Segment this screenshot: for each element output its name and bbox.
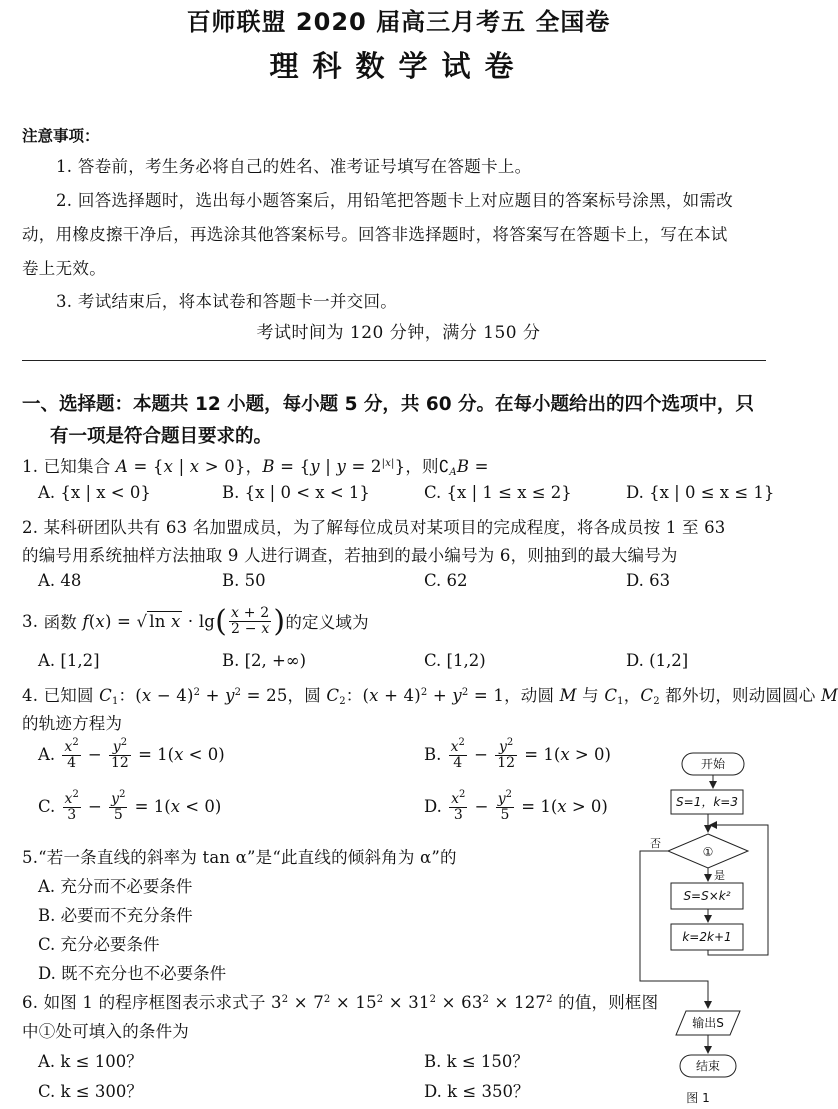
figure-caption: 图 1: [686, 1091, 710, 1105]
flowchart-output-label: 输出S: [692, 1016, 724, 1030]
section-heading-cont: 有一项是符合题目要求的。: [50, 426, 273, 447]
q1-option-d: D. {x | 0 ≤ x ≤ 1}: [626, 483, 775, 502]
q3-option-c: C. [1,2): [424, 651, 486, 670]
section-heading: 一、选择题：本题共 12 小题，每小题 5 分，共 60 分。在每小题给出的四个选项中，只: [22, 394, 755, 415]
q4-option-a: A. $\frac{x^2}{4}$ − $\frac{y^2}{12}$ = 1(x < 0): [38, 737, 225, 771]
notice-item: 1. 答卷前，考生务必将自己的姓名、准考证号填写在答题卡上。: [56, 157, 532, 176]
question-4-stem-cont: 的轨迹方程为: [22, 714, 123, 733]
notice-heading: 注意事项：: [22, 127, 100, 145]
flowchart-step1-label: S=S×k²: [683, 889, 731, 903]
q3-option-b: B. [2, +∞): [222, 651, 307, 670]
q1-option-c: C. {x | 1 ≤ x ≤ 2}: [424, 483, 572, 502]
flowchart-end-label: 结束: [695, 1059, 721, 1073]
q1-option-b: B. {x | 0 < x < 1}: [222, 483, 370, 502]
flowchart-step2-label: k=2k+1: [682, 930, 732, 944]
question-2-stem: 2. 某科研团队共有 63 名加盟成员，为了解每位成员对某项目的完成程度，将各成员按 1 至 63: [22, 518, 726, 537]
q2-option-c: C. 62: [424, 571, 468, 590]
q4-option-b: B. $\frac{x^2}{4}$ − $\frac{y^2}{12}$ = 1(x > 0): [424, 737, 611, 771]
exam-subject-title: 理科数学试卷: [269, 49, 528, 83]
q2-option-b: B. 50: [222, 571, 266, 590]
notice-item: 3. 考试结束后，将本试卷和答题卡一并交回。: [56, 292, 398, 311]
question-6-stem-cont: 中①处可填入的条件为: [22, 1022, 189, 1041]
flowchart-no-label: 否: [650, 837, 661, 850]
exam-time-score: 考试时间为 120 分钟，满分 150 分: [256, 323, 541, 343]
flowchart-yes-label: 是: [714, 869, 725, 882]
q6-option-c: C. k ≤ 300？: [38, 1082, 143, 1101]
q1-option-a: A. {x | x < 0}: [38, 483, 151, 502]
q5-option-c: C. 充分必要条件: [38, 935, 160, 954]
q3-option-a: A. [1,2]: [38, 651, 100, 670]
q5-option-d: D. 既不充分也不必要条件: [38, 964, 227, 983]
flowchart-condition-label: ①: [702, 845, 714, 859]
flowchart-start-label: 开始: [700, 757, 726, 771]
q6-option-b: B. k ≤ 150？: [424, 1052, 529, 1071]
q5-option-a: A. 充分而不必要条件: [38, 877, 193, 896]
notice-item: 动，用橡皮擦干净后，再选涂其他答案标号。回答非选择题时，将答案写在答题卡上，写在本试: [22, 225, 728, 244]
question-3-stem: 3. 函数 f ( x ) = √ ln x · lg ( $\frac{x + 2}{2 - x}$ ) 的定义域为: [22, 603, 369, 639]
question-5-stem: 5.“若一条直线的斜率为 tan α”是“此直线的倾斜角为 α”的: [22, 848, 457, 867]
question-1-stem: 1. 已知集合 A = {x | x > 0}，B = {y | $y = 2^{|x|}$}，则$∁_AB$ =: [22, 457, 489, 478]
flowchart-figure-1: [630, 745, 790, 1109]
notice-item: 卷上无效。: [22, 259, 106, 278]
q4-option-c: C. $\frac{x^2}{3}$ − $\frac{y^2}{5}$ = 1(x < 0): [38, 789, 222, 823]
q5-option-b: B. 必要而不充分条件: [38, 906, 193, 925]
flowchart-init-label: S=1，k=3: [676, 795, 738, 809]
exam-series-title: 百师联盟 2020 届高三月考五 全国卷: [186, 8, 611, 36]
q2-option-d: D. 63: [626, 571, 671, 590]
q6-option-a: A. k ≤ 100？: [38, 1052, 143, 1071]
question-2-stem-cont: 的编号用系统抽样方法抽取 9 人进行调查，若抽到的最小编号为 6，则抽到的最大编号为: [22, 546, 678, 565]
q4-option-d: D. $\frac{x^2}{3}$ − $\frac{y^2}{5}$ = 1(x > 0): [424, 789, 608, 823]
question-4-stem: 4. 已知圆 $C_1$：$(x - 4)^2 + y^2 = 25$，圆 $C_2$：$(x + 4)^2 + y^2 = 1$，动圆 M 与 $C_1$，$C_2$ 都外切，则动圆圆心 M: [22, 686, 838, 707]
q2-option-a: A. 48: [38, 571, 82, 590]
notice-item: 2. 回答选择题时，选出每小题答案后，用铅笔把答题卡上对应题目的答案标号涂黑，如需改: [56, 191, 734, 210]
q6-option-d: D. k ≤ 350？: [424, 1082, 530, 1101]
divider: [22, 360, 766, 361]
q3-option-d: D. (1,2]: [626, 651, 689, 670]
question-6-stem: 6. 如图 1 的程序框图表示求式子 $3^2 \times 7^2 \times 15^2 \times 31^2 \times 63^2 \times 127^2$ 的值，则框图: [22, 993, 659, 1012]
